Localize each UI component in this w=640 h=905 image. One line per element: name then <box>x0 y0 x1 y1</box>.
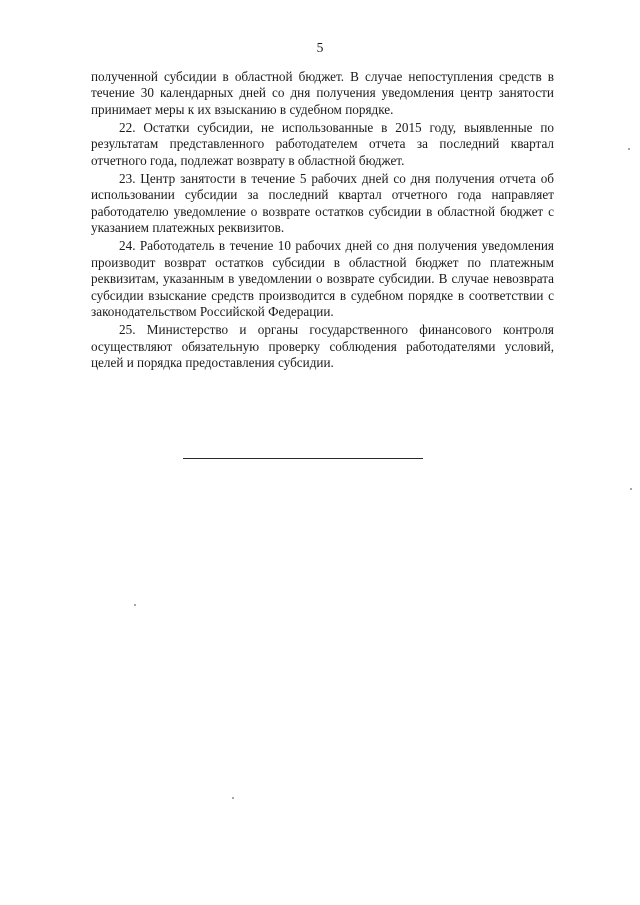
paragraph-24: 24. Работодатель в течение 10 рабочих дней со дня получения уведомления производит возврат остатков субсидии в областной бюджет по платежным реквизитам, указанным в уведомлении о возврате субсидии. В случае невозврата субсидии взыскание средств производится в судебном порядке в соответствии с законодательством Российской Федерации. <box>91 238 554 320</box>
scan-speck <box>630 488 632 490</box>
scan-speck <box>628 148 630 150</box>
document-body <box>91 69 554 373</box>
paragraph-25: 25. Министерство и органы государственного финансового контроля осуществляют обязательную проверку соблюдения работодателями условий, целей и порядка предоставления субсидии. <box>91 322 554 371</box>
paragraph-22: 22. Остатки субсидии, не использованные в 2015 году, выявленные по результатам представленного работодателем отчета за последний квартал отчетного года, подлежат возврату в областной бюджет. <box>91 120 554 168</box>
scan-speck <box>134 604 136 606</box>
scan-speck <box>232 797 234 799</box>
page-number: 5 <box>316 40 324 55</box>
paragraph-23: 23. Центр занятости в течение 5 рабочих дней со дня получения отчета об использовании субсидии за последний квартал отчетного года направляет работодателю уведомление о возврате остатков субсидии в областной бюджет с указанием платежных реквизитов. <box>91 171 554 236</box>
paragraph-continuation: полученной субсидии в областной бюджет. В случае непоступления средств в течение 30 календарных дней со дня получения уведомления центр занятости принимает меры к их взысканию в судебном порядке. <box>91 69 554 117</box>
end-separator-line <box>183 458 423 459</box>
